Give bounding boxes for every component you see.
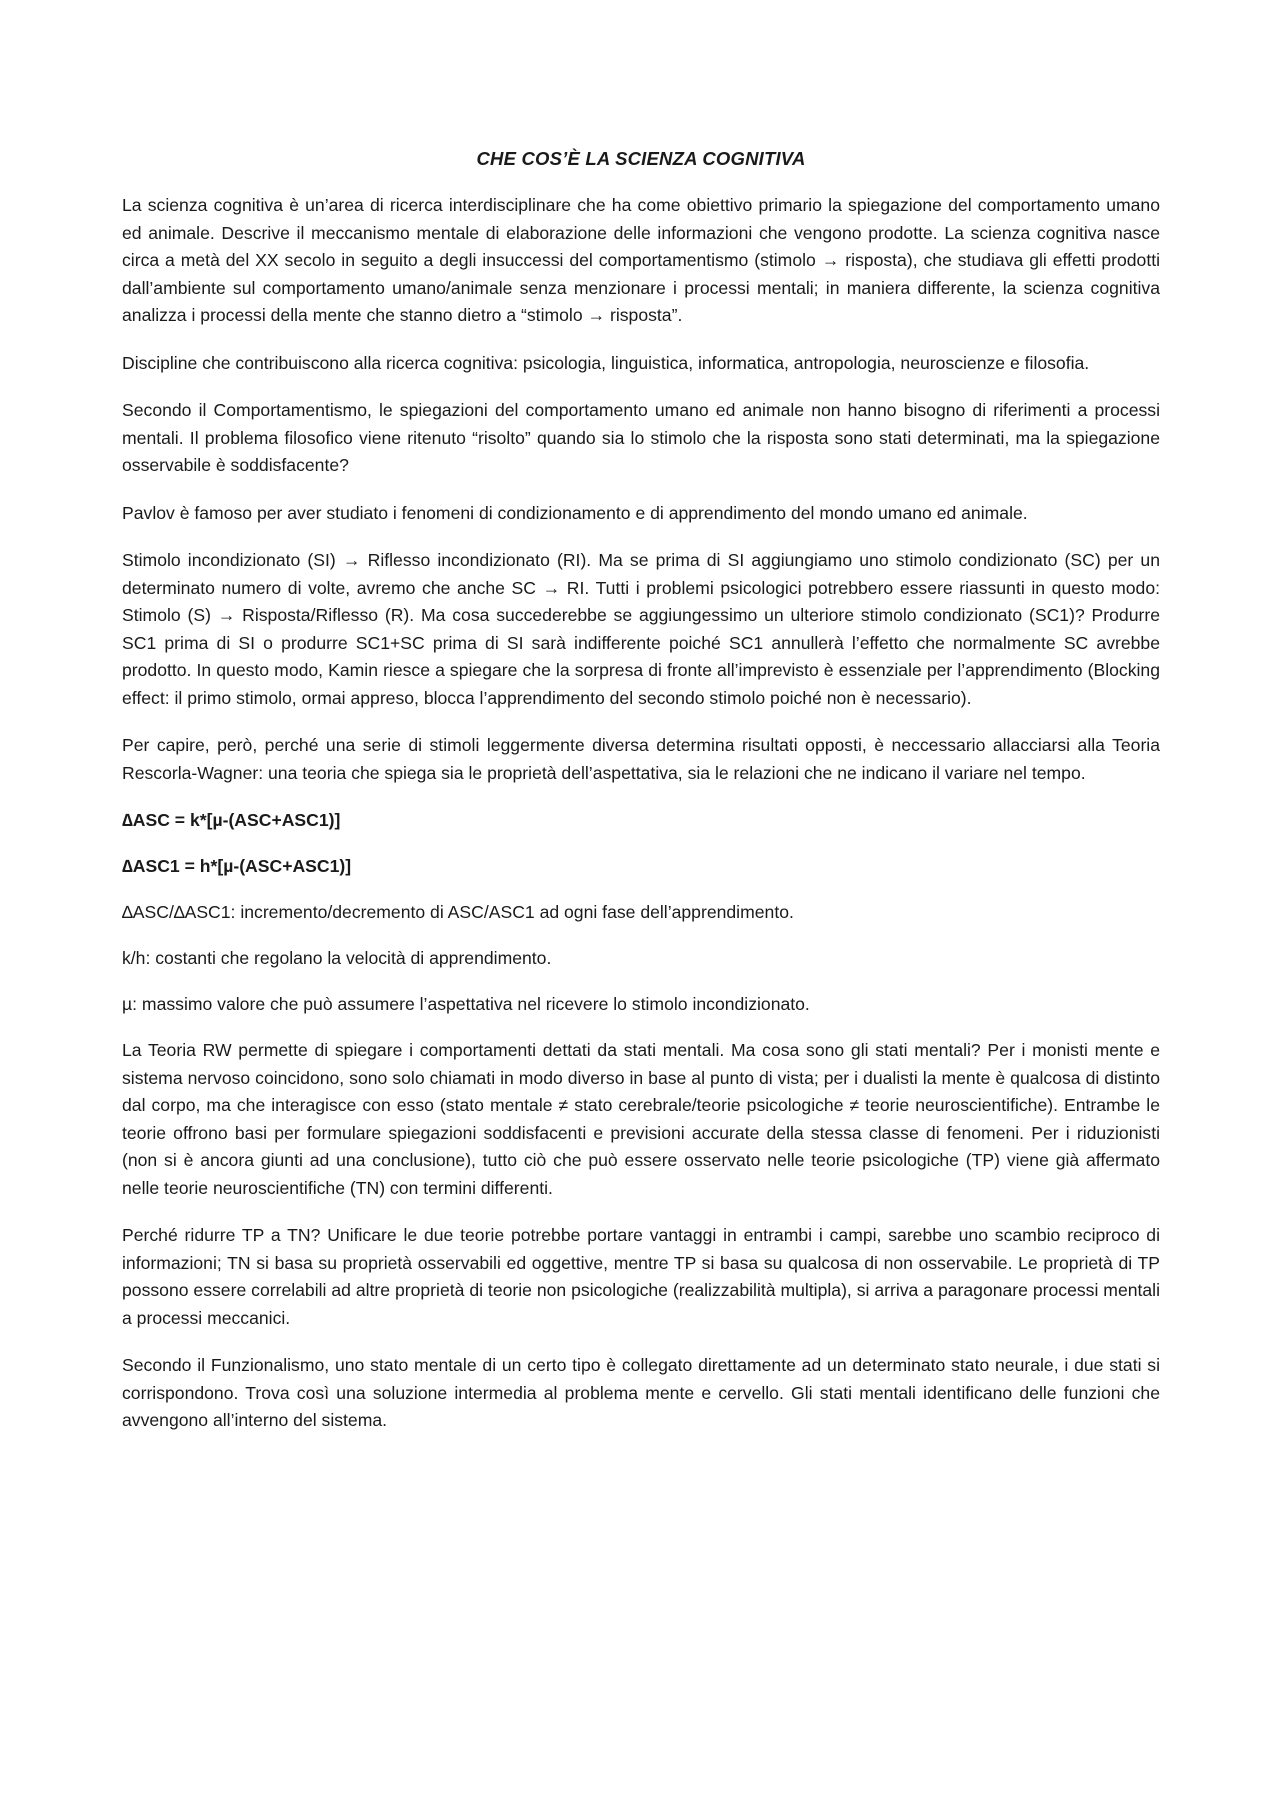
definition-delta: ∆ASC/∆ASC1: incremento/decremento di ASC/ASC1 ad ogni fase dell’apprendimento.	[122, 902, 794, 922]
paragraph-intro: La scienza cognitiva è un’area di ricerca interdisciplinare che ha come obiettivo primario la spiegazione del comportamento umano ed animale. Descrive il meccanismo mentale di elaborazione delle informazioni che vengono prodotte. La scienza cognitiva nasce circa a metà del XX secolo in seguito a degli insuccessi del comportamentismo (stimolo → risposta), che studiava gli effetti prodotti dall’ambiente sul comportamento umano/animale senza menzionare i processi mentali; in maniera differente, la scienza cognitiva analizza i processi della mente che stanno dietro a “stimolo → risposta”.	[122, 195, 1160, 325]
paragraph-stimulus: Stimolo incondizionato (SI) → Riflesso incondizionato (RI). Ma se prima di SI aggiungiamo uno stimolo condizionato (SC) per un determinato numero di volte, avremo che anche SC → RI. Tutti i problemi psicologici potrebbero essere riassunti in questo modo: Stimolo (S) → Risposta/Riflesso (R). Ma cosa succederebbe se aggiungessimo un ulteriore stimolo condizionato (SC1)? Produrre SC1 prima di SI o produrre SC1+SC prima di SI sarà indifferente poiché SC1 annullerà l’effetto che normalmente SC avrebbe prodotto. In questo modo, Kamin riesce a spiegare che la sorpresa di fronte all’imprevisto è essenziale per l’apprendimento (Blocking effect: il primo stimolo, ormai appreso, blocca l’apprendimento del secondo stimolo poiché non è necessario).	[122, 550, 1160, 708]
definition-mu: µ: massimo valore che può assumere l’aspettativa nel ricevere lo stimolo incondizionato.	[122, 994, 810, 1014]
definition-constants: k/h: costanti che regolano la velocità di apprendimento.	[122, 948, 552, 968]
document-page	[122, 148, 1160, 1455]
paragraph-disciplines: Discipline che contribuiscono alla ricerca cognitiva: psicologia, linguistica, informatica, antropologia, neuroscienze e filosofia.	[122, 352, 1090, 373]
paragraph-reduction: Perché ridurre TP a TN? Unificare le due teorie potrebbe portare vantaggi in entrambi i campi, sarebbe uno scambio reciproco di informazioni; TN si basa su proprietà osservabili ed oggettive, mentre TP si basa su qualcosa di non osservabile. Le proprietà di TP possono essere correlabili ad altre proprietà di teorie non psicologiche (realizzabilità multipla), si arriva a paragonare processi mentali a processi meccanici.	[122, 1225, 1160, 1328]
paragraph-functionalism: Secondo il Funzionalismo, uno stato mentale di un certo tipo è collegato direttamente ad un determinato stato neurale, i due stati si corrispondono. Trova così una soluzione intermedia al problema mente e cervello. Gli stati mentali identificano delle funzioni che avvengono all’interno del sistema.	[122, 1355, 1160, 1430]
paragraph-pavlov: Pavlov è famoso per aver studiato i fenomeni di condizionamento e di apprendimento del mondo umano ed animale.	[122, 502, 1028, 523]
formula-delta-asc: ∆ASC = k*[µ-(ASC+ASC1)]	[122, 810, 341, 830]
formula-delta-asc1: ∆ASC1 = h*[µ-(ASC+ASC1)]	[122, 856, 352, 876]
paragraph-rw-theory: La Teoria RW permette di spiegare i comportamenti dettati da stati mentali. Ma cosa sono gli stati mentali? Per i monisti mente e sistema nervoso coincidono, sono solo chiamati in modo diverso in base al punto di vista; per i dualisti la mente è qualcosa di distinto dal corpo, ma che interagisce con esso (stato mentale ≠ stato cerebrale/teorie psicologiche ≠ teorie neuroscientifiche). Entrambe le teorie offrono basi per formulare spiegazioni soddisfacenti e previsioni accurate della stessa classe di fenomeni. Per i riduzionisti (non si è ancora giunti ad una conclusione), tutto ciò che può essere osservato nelle teorie psicologiche (TP) viene già affermato nelle teorie neuroscientifiche (TN) con termini differenti.	[122, 1040, 1160, 1198]
paragraph-rescorla-wagner: Per capire, però, perché una serie di stimoli leggermente diversa determina risultati opposti, è neccessario allacciarsi alla Teoria Rescorla-Wagner: una teoria che spiega sia le proprietà dell’aspettativa, sia le relazioni che ne indicano il variare nel tempo.	[122, 735, 1160, 783]
paragraph-behaviorism: Secondo il Comportamentismo, le spiegazioni del comportamento umano ed animale non hanno bisogno di riferimenti a processi mentali. Il problema filosofico viene ritenuto “risolto” quando sia lo stimolo che la risposta sono stati determinati, ma la spiegazione osservabile è soddisfacente?	[122, 400, 1160, 475]
document-title: CHE COS’È LA SCIENZA COGNITIVA	[476, 148, 806, 169]
